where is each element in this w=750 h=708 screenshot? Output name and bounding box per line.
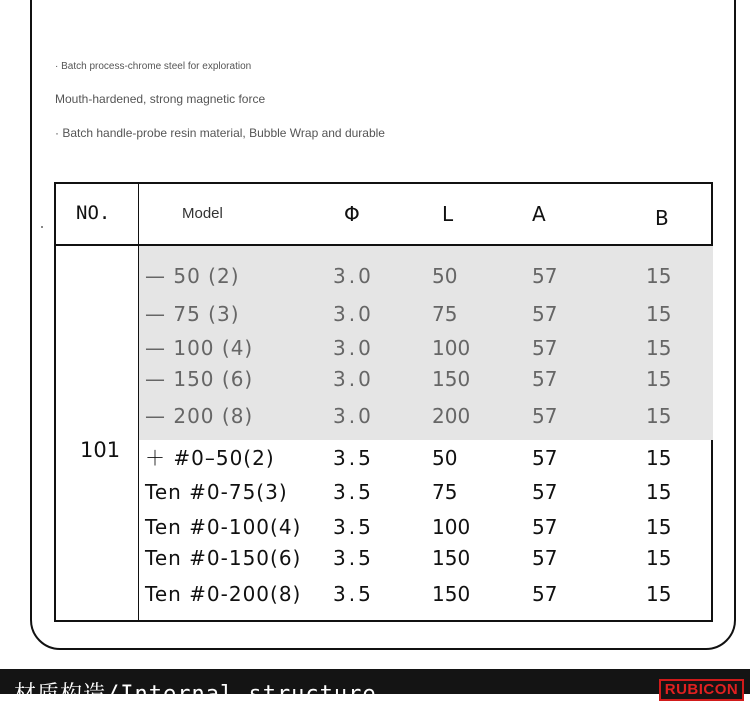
header-no: NO. bbox=[76, 202, 111, 224]
table-row bbox=[56, 299, 713, 329]
cell-b: 15 bbox=[646, 546, 672, 570]
cell-phi: 3.0 bbox=[333, 336, 374, 360]
cell-a: 57 bbox=[532, 480, 558, 504]
description-line: Mouth-hardened, strong magnetic force bbox=[55, 92, 266, 106]
cell-a: 57 bbox=[532, 582, 558, 606]
cell-phi: 3.5 bbox=[333, 546, 374, 570]
header-b: B bbox=[655, 206, 669, 230]
table-row bbox=[56, 512, 713, 542]
cell-model: Ten #0-75(3) bbox=[145, 480, 288, 504]
cell-model: — 50 (2) bbox=[145, 264, 240, 288]
cell-l: 150 bbox=[432, 582, 471, 606]
cell-a: 57 bbox=[532, 515, 558, 539]
cell-a: 57 bbox=[532, 446, 558, 470]
header-model: Model bbox=[182, 205, 223, 222]
cell-b: 15 bbox=[646, 480, 672, 504]
cell-phi: 3.0 bbox=[333, 367, 374, 391]
cell-b: 15 bbox=[646, 446, 672, 470]
cell-phi: 3.5 bbox=[333, 446, 374, 470]
description-line: · Batch handle-probe resin material, Bubble Wrap and durable bbox=[55, 126, 385, 140]
cell-l: 200 bbox=[432, 404, 471, 428]
cell-l: 75 bbox=[432, 480, 458, 504]
cell-phi: 3.5 bbox=[333, 480, 374, 504]
cell-model: ＋ #0–50(2) bbox=[145, 446, 275, 470]
table-row bbox=[56, 477, 713, 507]
header-divider bbox=[56, 244, 713, 246]
header-phi: Φ bbox=[344, 202, 360, 226]
table-row bbox=[56, 543, 713, 573]
spec-table bbox=[54, 182, 713, 622]
cell-a: 57 bbox=[532, 367, 558, 391]
cell-l: 150 bbox=[432, 367, 471, 391]
cell-l: 100 bbox=[432, 515, 471, 539]
cell-phi: 3.5 bbox=[333, 515, 374, 539]
table-row bbox=[56, 261, 713, 291]
cell-l: 50 bbox=[432, 264, 458, 288]
cell-b: 15 bbox=[646, 264, 672, 288]
cell-model: — 100 (4) bbox=[145, 336, 254, 360]
cell-model: — 150 (6) bbox=[145, 367, 254, 391]
table-row bbox=[56, 443, 713, 473]
section-footer-bar bbox=[0, 669, 750, 707]
table-row bbox=[56, 333, 713, 363]
stray-dot bbox=[41, 226, 43, 228]
header-a: A bbox=[532, 202, 546, 226]
description-line: · Batch process-chrome steel for exploration bbox=[55, 61, 252, 72]
cell-a: 57 bbox=[532, 264, 558, 288]
brand-logo: RUBICON bbox=[659, 679, 744, 701]
cell-b: 15 bbox=[646, 515, 672, 539]
cell-a: 57 bbox=[532, 302, 558, 326]
cell-b: 15 bbox=[646, 582, 672, 606]
cell-model: — 75 (3) bbox=[145, 302, 240, 326]
cell-b: 15 bbox=[646, 336, 672, 360]
cell-a: 57 bbox=[532, 546, 558, 570]
table-row bbox=[56, 364, 713, 394]
cell-phi: 3.5 bbox=[333, 582, 374, 606]
cell-l: 100 bbox=[432, 336, 471, 360]
cell-model: — 200 (8) bbox=[145, 404, 254, 428]
header-l: L bbox=[442, 202, 454, 226]
cell-b: 15 bbox=[646, 302, 672, 326]
cell-b: 15 bbox=[646, 404, 672, 428]
cell-model: Ten #0-200(8) bbox=[145, 582, 302, 606]
cell-a: 57 bbox=[532, 336, 558, 360]
section-title: 材质构造/Internal structure bbox=[14, 682, 377, 707]
table-row bbox=[56, 579, 713, 609]
cell-phi: 3.0 bbox=[333, 404, 374, 428]
table-row bbox=[56, 401, 713, 431]
cell-phi: 3.0 bbox=[333, 302, 374, 326]
cell-model: Ten #0-150(6) bbox=[145, 546, 302, 570]
cell-phi: 3.0 bbox=[333, 264, 374, 288]
cell-b: 15 bbox=[646, 367, 672, 391]
cell-model: Ten #0-100(4) bbox=[145, 515, 302, 539]
cell-l: 75 bbox=[432, 302, 458, 326]
cell-l: 50 bbox=[432, 446, 458, 470]
cell-l: 150 bbox=[432, 546, 471, 570]
group-number: 101 bbox=[80, 438, 121, 462]
cell-a: 57 bbox=[532, 404, 558, 428]
